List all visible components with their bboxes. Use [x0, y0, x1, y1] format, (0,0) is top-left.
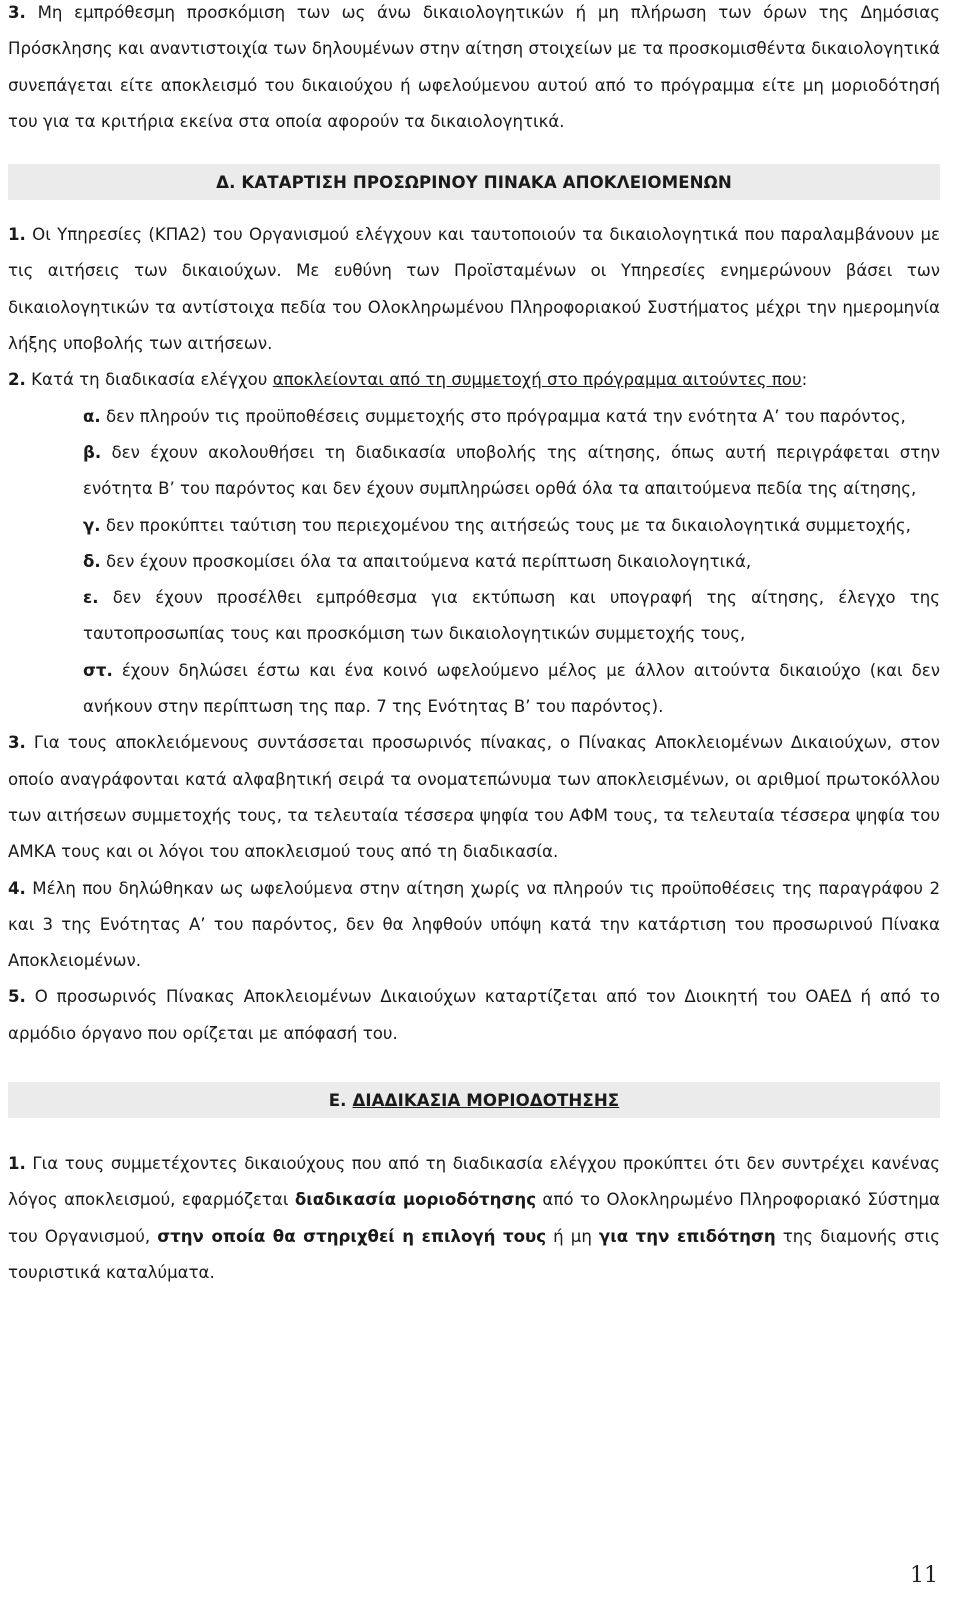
list-item-label: ε. — [83, 588, 99, 608]
section-d-paragraph-2 — [8, 362, 940, 398]
list-item-text: έχουν δηλώσει έστω και ένα κοινό ωφελούμενο μέλος με άλλον αιτούντα δικαιούχο (και δεν ανήκουν στην περίπτωση της παρ. 7 της Ενότητας Β’ του παρόντος). — [83, 660, 940, 717]
paragraph-underlined: αποκλείονται από τη συμμετοχή στο πρόγραμμα αιτούντες που — [272, 370, 802, 390]
paragraph-bold-part: διαδικασία μοριοδότησης — [294, 1190, 537, 1210]
section-d-paragraph-4 — [8, 871, 940, 980]
list-item-text: δεν προκύπτει ταύτιση του περιεχομένου της αιτήσεώς τους με τα δικαιολογητικά συμμετοχής, — [105, 515, 911, 535]
list-item-text: δεν έχουν προσέλθει εμπρόθεσμα για εκτύπωση και υπογραφή της αίτησης, έλεγχο της ταυτοπροσωπίας τους και προσκόμιση των δικαιολογητικών συμμετοχής τους, — [83, 588, 940, 644]
section-d-paragraph-3 — [8, 725, 940, 870]
list-item-b — [8, 435, 940, 508]
paragraph-number: 1. — [8, 225, 26, 245]
list-item-c — [8, 508, 940, 544]
section-d-heading — [8, 164, 940, 200]
paragraph-bold-part: για την επιδότηση — [598, 1226, 776, 1246]
section-e-paragraph-1 — [8, 1146, 940, 1291]
paragraph-text-part: από το Ολοκληρωμένο Πληροφοριακό Σύστημα του Οργανισμού, — [8, 1190, 940, 1246]
list-item-label: στ. — [83, 660, 113, 680]
paragraph-text-part: της διαμονής στις τουριστικά καταλύματα. — [8, 1226, 940, 1282]
section-e-title-prefix: Ε. — [328, 1090, 353, 1110]
page-number: 11 — [910, 1563, 938, 1588]
paragraph-text-part: Για τους συμμετέχοντες δικαιούχους που από τη διαδικασία ελέγχου προκύπτει ότι δεν συντρέχει κανένας λόγος αποκλεισμού, εφαρμόζεται — [8, 1154, 940, 1210]
list-item-label: δ. — [83, 551, 101, 571]
list-item-st — [8, 653, 940, 726]
intro-text: Μη εμπρόθεσμη προσκόμιση των ως άνω δικαιολογητικών ή μη πλήρωση των όρων της Δημόσιας Πρόσκλησης και αναντιστοιχία των δηλουμένων στην αίτηση στοιχείων με τα προσκομισθέντα δικαιολογητικά συνεπάγεται είτε αποκλεισμό του δικαιούχου ή ωφελούμενου αυτού από το πρόγραμμα είτε μη μοριοδότησή του για τα κριτήρια εκείνα στα οποία αφορούν τα δικαιολογητικά. — [8, 3, 940, 131]
section-d-title: Δ. ΚΑΤΑΡΤΙΣΗ ΠΡΟΣΩΡΙΝΟΥ ΠΙΝΑΚΑ ΑΠΟΚΛΕΙΟΜΕΝΩΝ — [216, 172, 732, 192]
document-page — [8, 0, 940, 1291]
intro-number: 3. — [8, 3, 26, 22]
paragraph-number: 4. — [8, 878, 26, 898]
list-item-label: β. — [83, 442, 102, 462]
paragraph-text-part: ή μη — [546, 1226, 599, 1246]
list-item-e — [8, 580, 940, 653]
paragraph-number: 2. — [8, 370, 26, 390]
intro-paragraph — [8, 0, 940, 140]
list-item-label: α. — [83, 406, 101, 426]
list-item-a — [8, 399, 940, 435]
list-item-text: δεν πληρούν τις προϋποθέσεις συμμετοχής στο πρόγραμμα κατά την ενότητα Α’ του παρόντος, — [106, 406, 906, 426]
paragraph-text: Ο προσωρινός Πίνακας Αποκλειομένων Δικαιούχων καταρτίζεται από τον Διοικητή του ΟΑΕΔ ή από το αρμόδιο όργανο που ορίζεται με απόφασή του. — [8, 987, 940, 1043]
list-item-d — [8, 544, 940, 580]
list-item-text: δεν έχουν προσκομίσει όλα τα απαιτούμενα κατά περίπτωση δικαιολογητικά, — [106, 551, 752, 571]
paragraph-number: 1. — [8, 1154, 26, 1174]
list-item-label: γ. — [83, 515, 101, 535]
list-item-text: δεν έχουν ακολουθήσει τη διαδικασία υποβολής της αίτησης, όπως αυτή περιγράφεται στην ενότητα Β’ του παρόντος και δεν έχουν συμπληρώσει ορθά όλα τα απαιτούμενα πεδία της αίτησης, — [83, 442, 940, 499]
paragraph-text: Για τους αποκλειόμενους συντάσσεται προσωρινός πίνακας, ο Πίνακας Αποκλειομένων Δικαιούχων, στον οποίο αναγράφονται κατά αλφαβητική σειρά τα ονοματεπώνυμα των αποκλεισμένων, οι αριθμοί πρωτοκόλλου των αιτήσεων συμμετοχής τους, τα τελευταία τέσσερα ψηφία του ΑΦΜ τους, τα τελευταία τέσσερα ψηφία του ΑΜΚΑ τους και οι λόγοι του αποκλεισμού τους από τη διαδικασία. — [8, 733, 940, 862]
section-d-paragraph-5 — [8, 979, 940, 1052]
paragraph-lead: Κατά τη διαδικασία ελέγχου — [31, 370, 273, 390]
section-e-heading — [8, 1082, 940, 1118]
paragraph-tail: : — [801, 370, 808, 390]
paragraph-number: 3. — [8, 733, 26, 753]
section-e-title: ΔΙΑΔΙΚΑΣΙΑ ΜΟΡΙΟΔΟΤΗΣΗΣ — [352, 1090, 620, 1110]
section-d-paragraph-1 — [8, 217, 940, 362]
paragraph-number: 5. — [8, 987, 26, 1007]
paragraph-bold-part: στην οποία θα στηριχθεί η επιλογή τους — [157, 1226, 547, 1246]
paragraph-text: Μέλη που δηλώθηκαν ως ωφελούμενα στην αίτηση χωρίς να πληρούν τις προϋποθέσεις της παραγράφου 2 και 3 της Ενότητας Α’ του παρόντος, δεν θα ληφθούν υπόψη κατά την κατάρτιση του προσωρινού Πίνακα Αποκλειομένων. — [8, 878, 940, 971]
paragraph-text: Οι Υπηρεσίες (ΚΠΑ2) του Οργανισμού ελέγχουν και ταυτοποιούν τα δικαιολογητικά που παραλαμβάνουν με τις αιτήσεις των δικαιούχων. Με ευθύνη των Προϊσταμένων οι Υπηρεσίες ενημερώνουν βάσει των δικαιολογητικών τα αντίστοιχα πεδία του Ολοκληρωμένου Πληροφοριακού Συστήματος μέχρι την ημερομηνία λήξης υποβολής των αιτήσεων. — [8, 225, 940, 354]
